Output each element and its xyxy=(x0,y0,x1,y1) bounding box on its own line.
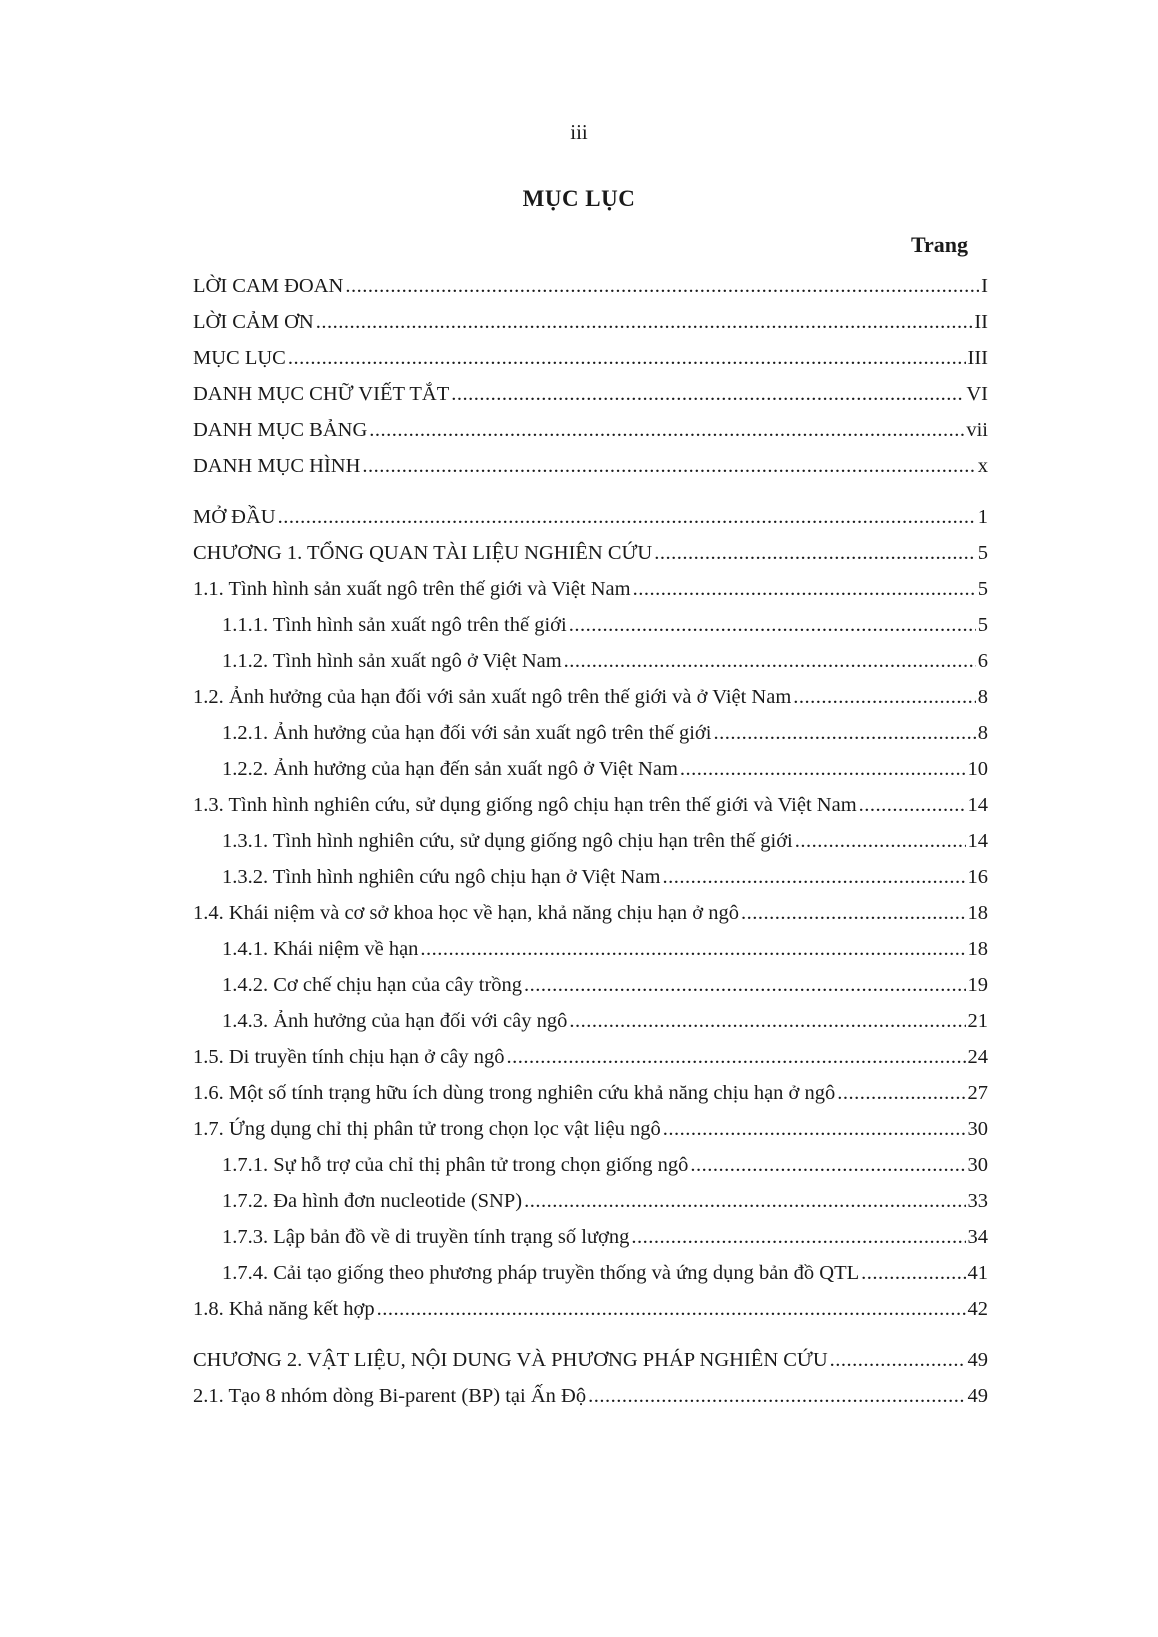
toc-entry-page: 41 xyxy=(967,1262,988,1284)
toc-leader-dots xyxy=(795,823,966,859)
toc-entry xyxy=(193,1039,988,1075)
toc-entry-page: 30 xyxy=(967,1118,988,1140)
toc-leader-dots xyxy=(631,1219,965,1255)
toc-leader-dots xyxy=(524,967,965,1003)
toc-entry-label: MỤC LỤC xyxy=(193,347,286,369)
table-of-contents xyxy=(193,268,988,1414)
toc-entry-label: 1.1. Tình hình sản xuất ngô trên thế giới và Việt Nam xyxy=(193,578,631,600)
toc-leader-dots xyxy=(420,931,965,967)
toc-entry xyxy=(193,304,988,340)
toc-leader-dots xyxy=(662,859,965,895)
toc-entry-page: 42 xyxy=(967,1298,988,1320)
toc-entry xyxy=(193,787,988,823)
toc-entry xyxy=(193,376,988,412)
toc-leader-dots xyxy=(663,1111,966,1147)
page-column-label: Trang xyxy=(910,232,968,257)
toc-leader-dots xyxy=(362,448,975,484)
toc-leader-dots xyxy=(837,1075,965,1111)
toc-entry xyxy=(193,607,988,643)
toc-entry-label: 1.7.4. Cải tạo giống theo phương pháp truyền thống và ứng dụng bản đồ QTL xyxy=(222,1262,860,1284)
page-title: MỤC LỤC xyxy=(522,186,636,211)
toc-entry-page: 21 xyxy=(967,1010,988,1032)
toc-entry-label: 1.7.3. Lập bản đồ về di truyền tính trạng số lượng xyxy=(222,1226,630,1248)
toc-entry-label: CHƯƠNG 1. TỔNG QUAN TÀI LIỆU NGHIÊN CỨU xyxy=(193,542,653,564)
toc-leader-dots xyxy=(830,1342,966,1378)
toc-leader-dots xyxy=(588,1378,965,1414)
toc-entry-page: 14 xyxy=(967,830,988,852)
toc-entry-label: 1.1.2. Tình hình sản xuất ngô ở Việt Nam xyxy=(222,650,562,672)
toc-entry-page: 10 xyxy=(967,758,988,780)
toc-entry-page: 18 xyxy=(967,938,988,960)
toc-entry xyxy=(193,751,988,787)
page-number: iii xyxy=(570,120,588,144)
toc-entry-page: 5 xyxy=(977,614,988,636)
toc-entry xyxy=(193,859,988,895)
toc-entry-label: CHƯƠNG 2. VẬT LIỆU, NỘI DUNG VÀ PHƯƠNG PHÁP NGHIÊN CỨU xyxy=(193,1349,828,1371)
toc-leader-dots xyxy=(569,1003,965,1039)
toc-entry-label: 1.7.2. Đa hình đơn nucleotide (SNP) xyxy=(222,1190,523,1212)
toc-entry-label: 1.4.3. Ảnh hưởng của hạn đối với cây ngô xyxy=(222,1010,568,1032)
toc-entry xyxy=(193,1147,988,1183)
toc-leader-dots xyxy=(524,1183,965,1219)
toc-entry-page: 19 xyxy=(967,974,988,996)
toc-entry-page: 49 xyxy=(967,1385,988,1407)
toc-leader-dots xyxy=(564,643,976,679)
toc-leader-dots xyxy=(316,304,973,340)
toc-entry-label: 1.2.2. Ảnh hưởng của hạn đến sản xuất ngô ở Việt Nam xyxy=(222,758,678,780)
toc-entry xyxy=(193,1219,988,1255)
toc-entry xyxy=(193,535,988,571)
toc-entry-page: 5 xyxy=(977,578,988,600)
toc-entry-page: 8 xyxy=(977,722,988,744)
toc-entry-label: 1.7. Ứng dụng chỉ thị phân tử trong chọn lọc vật liệu ngô xyxy=(193,1118,661,1140)
toc-entry xyxy=(193,1342,988,1378)
toc-entry-page: 49 xyxy=(967,1349,988,1371)
toc-entry-label: 1.7.1. Sự hỗ trợ của chỉ thị phân tử trong chọn giống ngô xyxy=(222,1154,689,1176)
toc-leader-dots xyxy=(861,1255,965,1291)
toc-entry xyxy=(193,448,988,484)
toc-leader-dots xyxy=(377,1291,966,1327)
toc-entry-label: 1.2.1. Ảnh hưởng của hạn đối với sản xuất ngô trên thế giới xyxy=(222,722,712,744)
toc-entry-page: vii xyxy=(966,419,988,441)
toc-entry xyxy=(193,823,988,859)
toc-entry xyxy=(193,499,988,535)
toc-entry-label: DANH MỤC CHỮ VIẾT TẮT xyxy=(193,383,450,405)
toc-entry xyxy=(193,679,988,715)
toc-leader-dots xyxy=(369,412,964,448)
toc-entry-page: II xyxy=(974,311,988,333)
toc-entry-page: 16 xyxy=(967,866,988,888)
toc-entry xyxy=(193,1183,988,1219)
toc-entry xyxy=(193,1003,988,1039)
toc-leader-dots xyxy=(713,715,975,751)
toc-entry xyxy=(193,412,988,448)
toc-entry xyxy=(193,715,988,751)
toc-entry xyxy=(193,1291,988,1327)
toc-entry-label: 1.4.1. Khái niệm về hạn xyxy=(222,938,419,960)
toc-leader-dots xyxy=(345,268,979,304)
toc-entry xyxy=(193,1255,988,1291)
toc-entry-label: 1.3. Tình hình nghiên cứu, sử dụng giống ngô chịu hạn trên thế giới và Việt Nam xyxy=(193,794,857,816)
toc-entry xyxy=(193,931,988,967)
toc-entry-page: 30 xyxy=(967,1154,988,1176)
toc-entry-label: 2.1. Tạo 8 nhóm dòng Bi-parent (BP) tại Ấn Độ xyxy=(193,1385,587,1407)
toc-entry-label: 1.1.1. Tình hình sản xuất ngô trên thế giới xyxy=(222,614,567,636)
toc-entry-label: 1.4. Khái niệm và cơ sở khoa học về hạn, khả năng chịu hạn ở ngô xyxy=(193,902,740,924)
toc-entry xyxy=(193,268,988,304)
toc-entry-label: LỜI CAM ĐOAN xyxy=(193,275,344,297)
toc-entry-page: x xyxy=(977,455,988,477)
toc-entry-label: 1.5. Di truyền tính chịu hạn ở cây ngô xyxy=(193,1046,505,1068)
toc-entry-page: 14 xyxy=(967,794,988,816)
toc-entry-page: 18 xyxy=(967,902,988,924)
toc-entry-page: 33 xyxy=(967,1190,988,1212)
toc-leader-dots xyxy=(288,340,966,376)
toc-entry-page: 34 xyxy=(967,1226,988,1248)
toc-entry-label: 1.3.2. Tình hình nghiên cứu ngô chịu hạn ở Việt Nam xyxy=(222,866,661,888)
toc-entry xyxy=(193,1075,988,1111)
toc-leader-dots xyxy=(680,751,966,787)
toc-entry xyxy=(193,340,988,376)
toc-leader-dots xyxy=(654,535,976,571)
toc-entry-label: 1.2. Ảnh hưởng của hạn đối với sản xuất ngô trên thế giới và ở Việt Nam xyxy=(193,686,792,708)
toc-leader-dots xyxy=(506,1039,965,1075)
toc-leader-dots xyxy=(690,1147,965,1183)
toc-entry-label: LỜI CẢM ƠN xyxy=(193,311,314,333)
toc-entry-label: 1.4.2. Cơ chế chịu hạn của cây trồng xyxy=(222,974,523,996)
toc-entry-page: 1 xyxy=(977,506,988,528)
toc-entry-page: 5 xyxy=(977,542,988,564)
toc-leader-dots xyxy=(741,895,965,931)
toc-entry-page: 6 xyxy=(977,650,988,672)
toc-leader-dots xyxy=(278,499,976,535)
toc-entry-label: 1.6. Một số tính trạng hữu ích dùng trong nghiên cứu khả năng chịu hạn ở ngô xyxy=(193,1082,836,1104)
toc-entry-label: MỞ ĐẦU xyxy=(193,506,276,528)
toc-entry-page: III xyxy=(967,347,988,369)
toc-entry-label: 1.3.1. Tình hình nghiên cứu, sử dụng giống ngô chịu hạn trên thế giới xyxy=(222,830,793,852)
toc-leader-dots xyxy=(859,787,966,823)
toc-entry-page: 27 xyxy=(967,1082,988,1104)
toc-entry-page: 8 xyxy=(977,686,988,708)
toc-entry-label: DANH MỤC HÌNH xyxy=(193,455,361,477)
toc-entry xyxy=(193,1378,988,1414)
toc-entry xyxy=(193,967,988,1003)
toc-leader-dots xyxy=(793,679,975,715)
toc-entry xyxy=(193,1111,988,1147)
toc-entry-page: I xyxy=(981,275,988,297)
toc-entry xyxy=(193,571,988,607)
toc-entry xyxy=(193,643,988,679)
toc-entry-label: 1.8. Khả năng kết hợp xyxy=(193,1298,375,1320)
toc-entry xyxy=(193,895,988,931)
toc-leader-dots xyxy=(569,607,976,643)
toc-leader-dots xyxy=(451,376,964,412)
toc-leader-dots xyxy=(633,571,976,607)
toc-entry-page: 24 xyxy=(967,1046,988,1068)
toc-entry-page: VI xyxy=(966,383,988,405)
toc-entry-label: DANH MỤC BẢNG xyxy=(193,419,368,441)
